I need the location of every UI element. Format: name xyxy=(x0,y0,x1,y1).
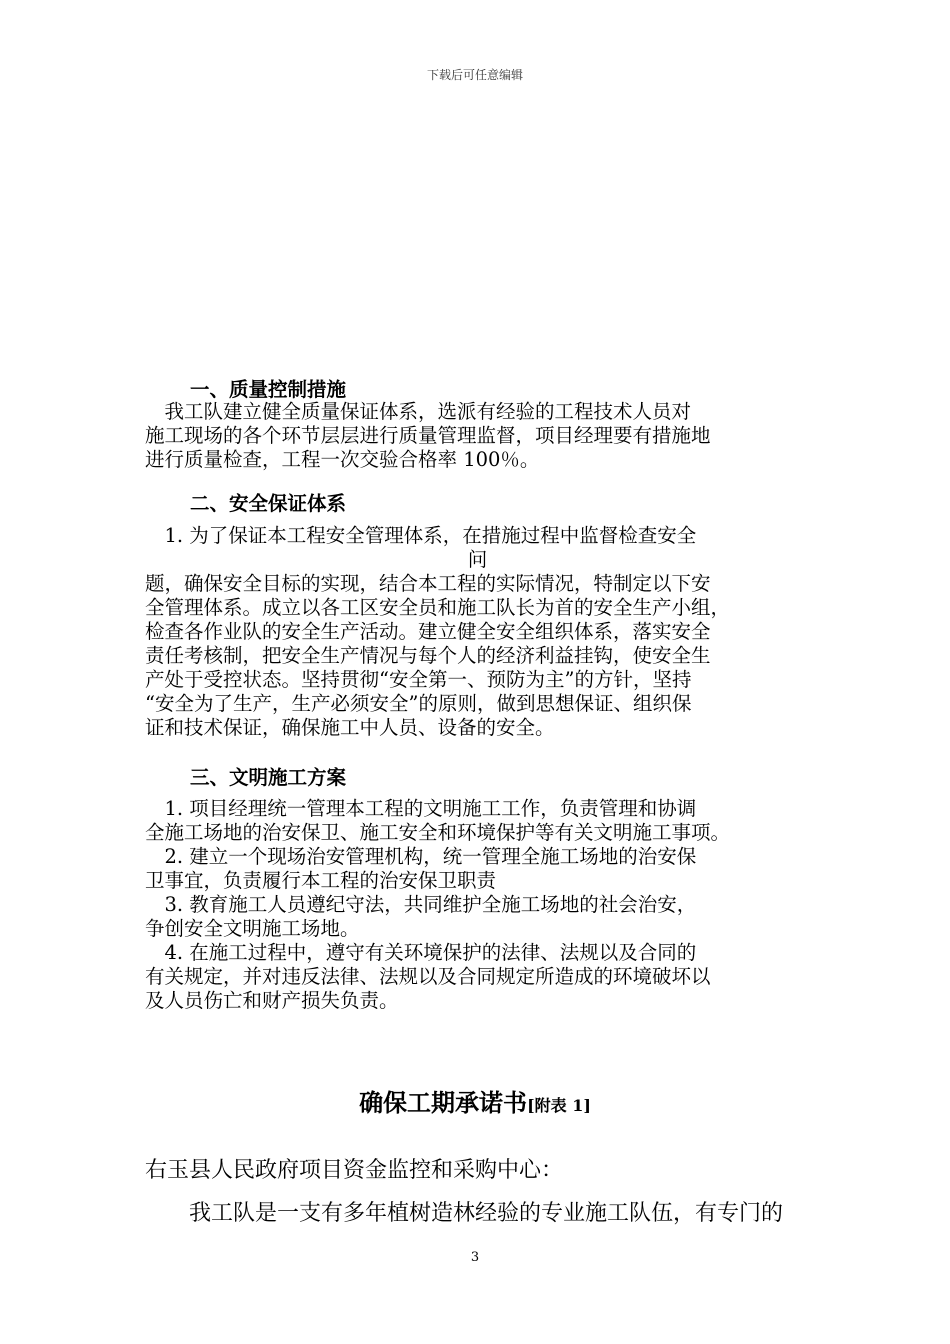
paragraph-line: 有关规定，并对违反法律、法规以及合同规定所造成的环境破坏以 xyxy=(145,965,711,988)
paragraph-line: 证和技术保证，确保施工中人员、设备的安全。 xyxy=(145,716,555,739)
commitment-title xyxy=(0,1083,950,1118)
paragraph-line: 1. 项目经理统一管理本工程的文明施工工作，负责管理和协调 xyxy=(145,797,697,820)
paragraph-line: “安全为了生产，生产必须安全”的原则，做到思想保证、组织保 xyxy=(145,692,692,715)
commitment-title-text: 确保工期承诺书 xyxy=(359,1089,528,1117)
paragraph-line: 检查各作业队的安全生产活动。建立健全安全组织体系，落实安全 xyxy=(145,620,711,643)
paragraph-line: 施工现场的各个环节层层进行质量管理监督，项目经理要有措施地 xyxy=(145,424,711,447)
paragraph-line: 4. 在施工过程中，遵守有关环境保护的法律、法规以及合同的 xyxy=(145,941,697,964)
annex-label: [附表 1] xyxy=(527,1096,591,1115)
paragraph-line: 题，确保安全目标的实现，结合本工程的实际情况，特制定以下安 xyxy=(145,572,711,595)
section-heading-quality: 一、质量控制措施 xyxy=(190,378,347,401)
paragraph-line: 1. 为了保证本工程安全管理体系，在措施过程中监督检查安全 xyxy=(145,524,697,547)
letter-first-line: 我工队是一支有多年植树造林经验的专业施工队伍，有专门的 xyxy=(145,1201,784,1226)
paragraph-line: 2. 建立一个现场治安管理机构，统一管理全施工场地的治安保 xyxy=(145,845,697,868)
paragraph-line: 卫事宜，负责履行本工程的治安保卫职责 xyxy=(145,869,497,892)
section-body-civilized xyxy=(145,797,810,1013)
paragraph-line: 争创安全文明施工场地。 xyxy=(145,917,360,940)
section-body-safety xyxy=(145,524,810,740)
paragraph-line: 及人员伤亡和财产损失负责。 xyxy=(145,989,399,1012)
section-heading-civilized: 三、文明施工方案 xyxy=(190,766,347,789)
header-note: 下载后可任意编辑 xyxy=(426,68,523,82)
wrapped-char: 问 xyxy=(467,548,488,571)
addressee: 右玉县人民政府项目资金监控和采购中心： xyxy=(145,1158,564,1183)
paragraph-line: 全管理体系。成立以各工区安全员和施工队长为首的安全生产小组， xyxy=(145,596,731,619)
paragraph-line: 责任考核制，把安全生产情况与每个人的经济利益挂钩，使安全生 xyxy=(145,644,711,667)
paragraph-line: 进行质量检查，工程一次交验合格率 100％。 xyxy=(145,448,540,471)
paragraph-line: 我工队建立健全质量保证体系，选派有经验的工程技术人员对 xyxy=(145,400,692,423)
paragraph-line: 产处于受控状态。坚持贯彻“安全第一、预防为主”的方针，坚持 xyxy=(145,668,692,691)
section-body-quality xyxy=(145,400,810,472)
section-heading-safety: 二、安全保证体系 xyxy=(190,492,347,515)
paragraph-line: 全施工场地的治安保卫、施工安全和环境保护等有关文明施工事项。 xyxy=(145,821,731,844)
page-number: 3 xyxy=(470,1250,480,1265)
paragraph-line: 3. 教育施工人员遵纪守法，共同维护全施工场地的社会治安， xyxy=(145,893,697,916)
